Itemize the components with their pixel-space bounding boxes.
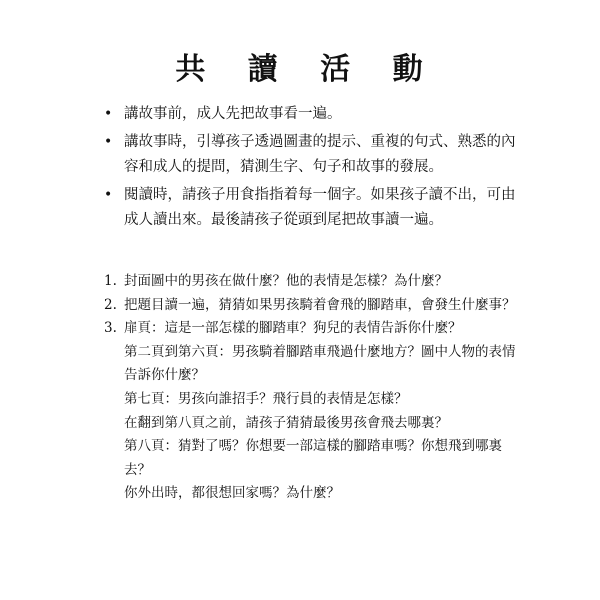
bullet-icon: • — [104, 187, 113, 203]
bullet-icon: • — [104, 134, 113, 150]
bullet-text: 閱讀時，請孩子用食指指着每一個字。如果孩子讀不出，可由成人讀出來。最後請孩子從頭到尾把故事讀一遍。 — [124, 187, 516, 228]
question-item — [104, 317, 524, 341]
question-number: 2. — [104, 296, 117, 313]
question-text: 封面圖中的男孩在做什麼？他的表情是怎樣？為什麼？ — [124, 273, 448, 289]
question-number: 1. — [104, 273, 117, 289]
question-list — [104, 270, 524, 506]
bullet-icon: • — [104, 106, 113, 122]
bullet-item — [104, 130, 524, 180]
question-item — [104, 294, 524, 318]
sub-question: 你外出時，都很想回家嗎？為什麼？ — [124, 485, 340, 502]
sub-question: 第八頁：猜對了嗎？你想要一部這樣的腳踏車嗎？你想飛到哪裏去？ — [124, 438, 502, 478]
bullet-list — [104, 102, 524, 236]
question-text: 扉頁：這是一部怎樣的腳踏車？狗兒的表情告訴你什麼？ — [124, 320, 462, 337]
question-item — [104, 270, 524, 294]
question-text: 把題目讀一遍，猜猜如果男孩騎着會飛的腳踏車，會發生什麼事？ — [124, 296, 516, 313]
bullet-text: 講故事前，成人先把故事看一遍。 — [124, 106, 342, 122]
page-title: 共 讀 活 動 — [175, 52, 439, 87]
sub-question: 在翻到第八頁之前，請孩子猜猜最後男孩會飛去哪裏？ — [124, 414, 448, 431]
sub-question: 第二頁到第六頁：男孩騎着腳踏車飛過什麼地方？圖中人物的表情告訴你什麼？ — [124, 343, 516, 384]
sub-question: 第七頁：男孩向誰招手？飛行員的表情是怎樣？ — [124, 390, 408, 407]
question-number: 3. — [104, 320, 117, 337]
bullet-item — [104, 183, 524, 233]
bullet-item — [104, 102, 524, 127]
bullet-text: 講故事時，引導孩子透過圖畫的提示、重複的句式、熟悉的內容和成人的提問，猜測生字、句子和故事的發展。 — [124, 134, 516, 175]
